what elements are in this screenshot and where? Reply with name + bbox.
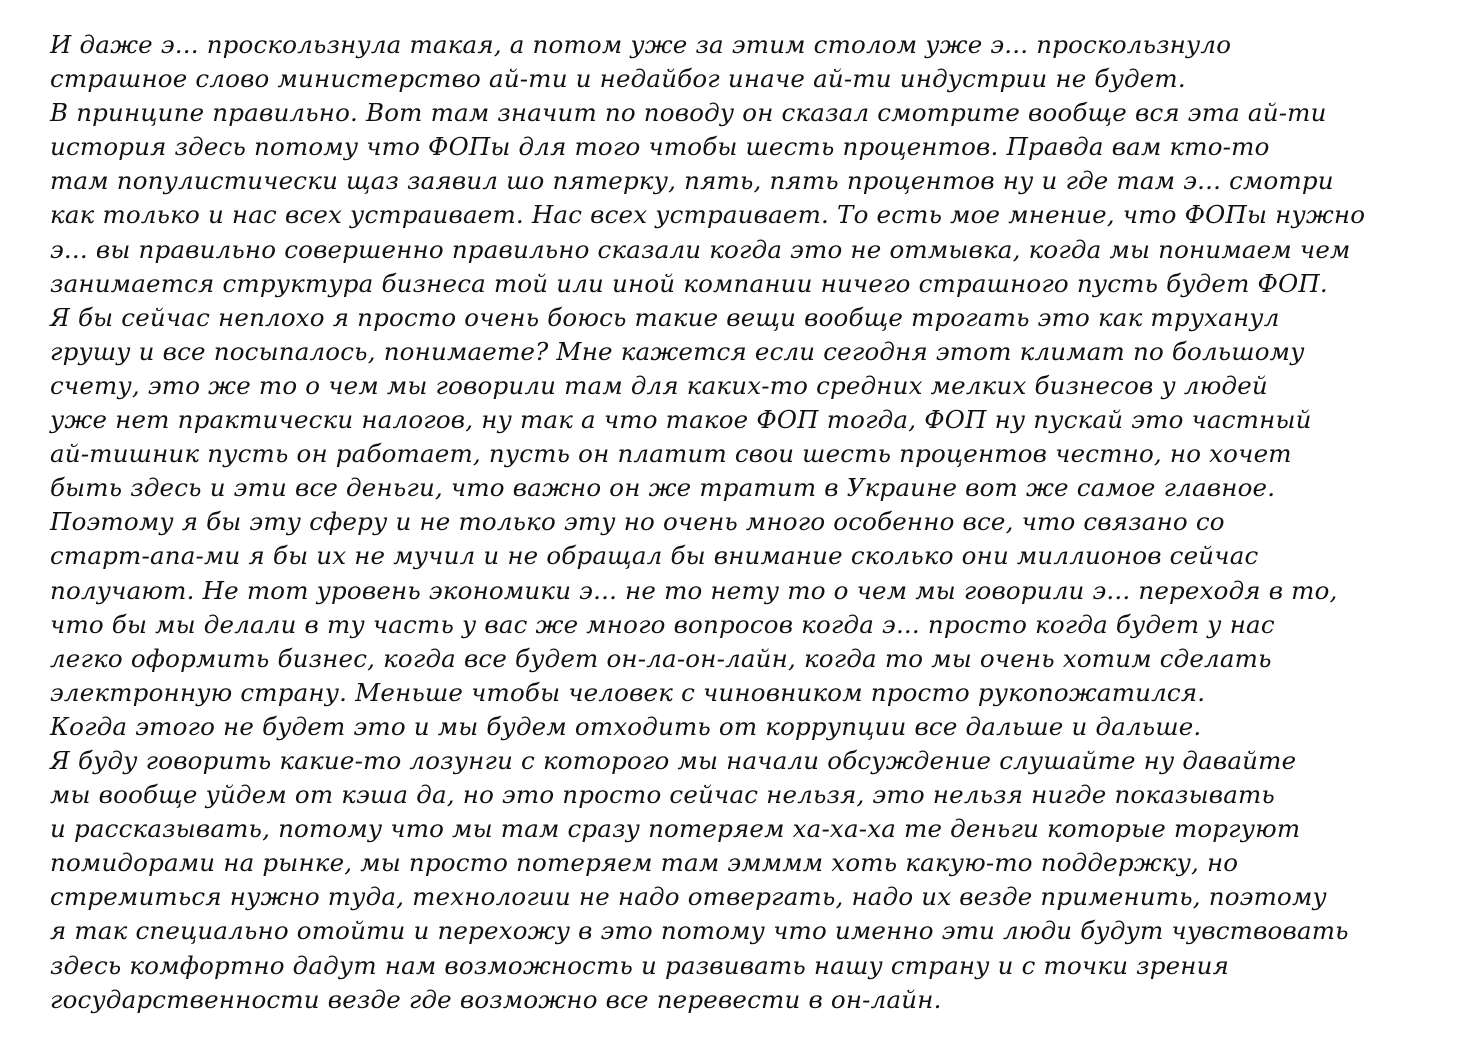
text-line: как только и нас всех устраивает. Нас всех устраивает. То есть мое мнение, что ФОПы нужно (50, 200, 1366, 230)
text-line: э... вы правильно совершенно правильно сказали когда это не отмывка, когда мы понимаем чем (50, 234, 1351, 264)
text-line: Когда этого не будет это и мы будем отходить от коррупции все дальше и дальше. (50, 711, 1202, 741)
text-line: В принципе правильно. Вот там значит по поводу он сказал смотрите вообще вся эта ай-ти (50, 98, 1327, 128)
text-line: Я буду говорить какие-то лозунги с которого мы начали обсуждение слушайте ну давайте (50, 745, 1297, 775)
text-line: что бы мы делали в ту часть у вас же много вопросов когда э... просто когда будет у нас (50, 609, 1275, 639)
text-line: счету, это же то о чем мы говорили там для каких-то средних мелких бизнесов у людей (50, 370, 1268, 400)
text-line: грушу и все посыпалось, понимаете? Мне кажется если сегодня этот климат по большому (50, 336, 1305, 366)
text-line: Я бы сейчас неплохо я просто очень боюсь такие вещи вообще трогать это как труханул (50, 302, 1280, 332)
text-line: помидорами на рынке, мы просто потеряем там эмммм хоть какую-то поддержку, но (50, 848, 1239, 878)
text-line: занимается структура бизнеса той или иной компании ничего страшного пусть будет ФОП. (50, 268, 1328, 298)
text-line: И даже э... проскользнула такая, а потом уже за этим столом уже э... проскользнуло (50, 30, 1232, 59)
text-line: ай-тишник пусть он работает, пусть он платит свои шесть процентов честно, но хочет (50, 439, 1292, 469)
text-line: уже нет практически налогов, ну так а что такое ФОП тогда, ФОП ну пускай это частный (50, 405, 1312, 435)
text-line: получают. Не тот уровень экономики э... не то нету то о чем мы говорили э... переходя в то, (50, 575, 1338, 605)
text-line: легко оформить бизнес, когда все будет он-ла-он-лайн, когда то мы очень хотим сделать (50, 643, 1272, 673)
text-line: быть здесь и эти все деньги, что важно он же тратит в Украине вот же самое главное. (50, 473, 1276, 503)
text-line: страшное слово министерство ай-ти и недайбог иначе ай-ти индустрии не будет. (50, 64, 1186, 94)
text-line: мы вообще уйдем от кэша да, но это просто сейчас нельзя, это нельзя нигде показывать (50, 780, 1275, 810)
text-line: электронную страну. Меньше чтобы человек с чиновником просто рукопожатился. (50, 677, 1206, 707)
text-line: здесь комфортно дадут нам возможность и развивать нашу страну и с точки зрения (50, 950, 1230, 980)
transcript-text (50, 28, 1460, 1017)
text-line: история здесь потому что ФОПы для того чтобы шесть процентов. Правда вам кто-то (50, 132, 1270, 162)
text-line: я так специально отойти и перехожу в это потому что именно эти люди будут чувствовать (50, 916, 1349, 946)
text-line: государственности везде где возможно все перевести в он-лайн. (50, 984, 942, 1014)
text-line: старт-апа-ми я бы их не мучил и не обращал бы внимание сколько они миллионов сейчас (50, 541, 1259, 571)
text-line: Поэтому я бы эту сферу и не только эту но очень много особенно все, что связано со (50, 507, 1225, 537)
text-line: и рассказывать, потому что мы там сразу потеряем ха-ха-ха те деньги которые торгуют (50, 814, 1301, 844)
text-line: стремиться нужно туда, технологии не надо отвергать, надо их везде применить, поэтому (50, 882, 1327, 912)
text-line: там популистически щаз заявил шо пятерку, пять, пять процентов ну и где там э... смотри (50, 166, 1334, 196)
